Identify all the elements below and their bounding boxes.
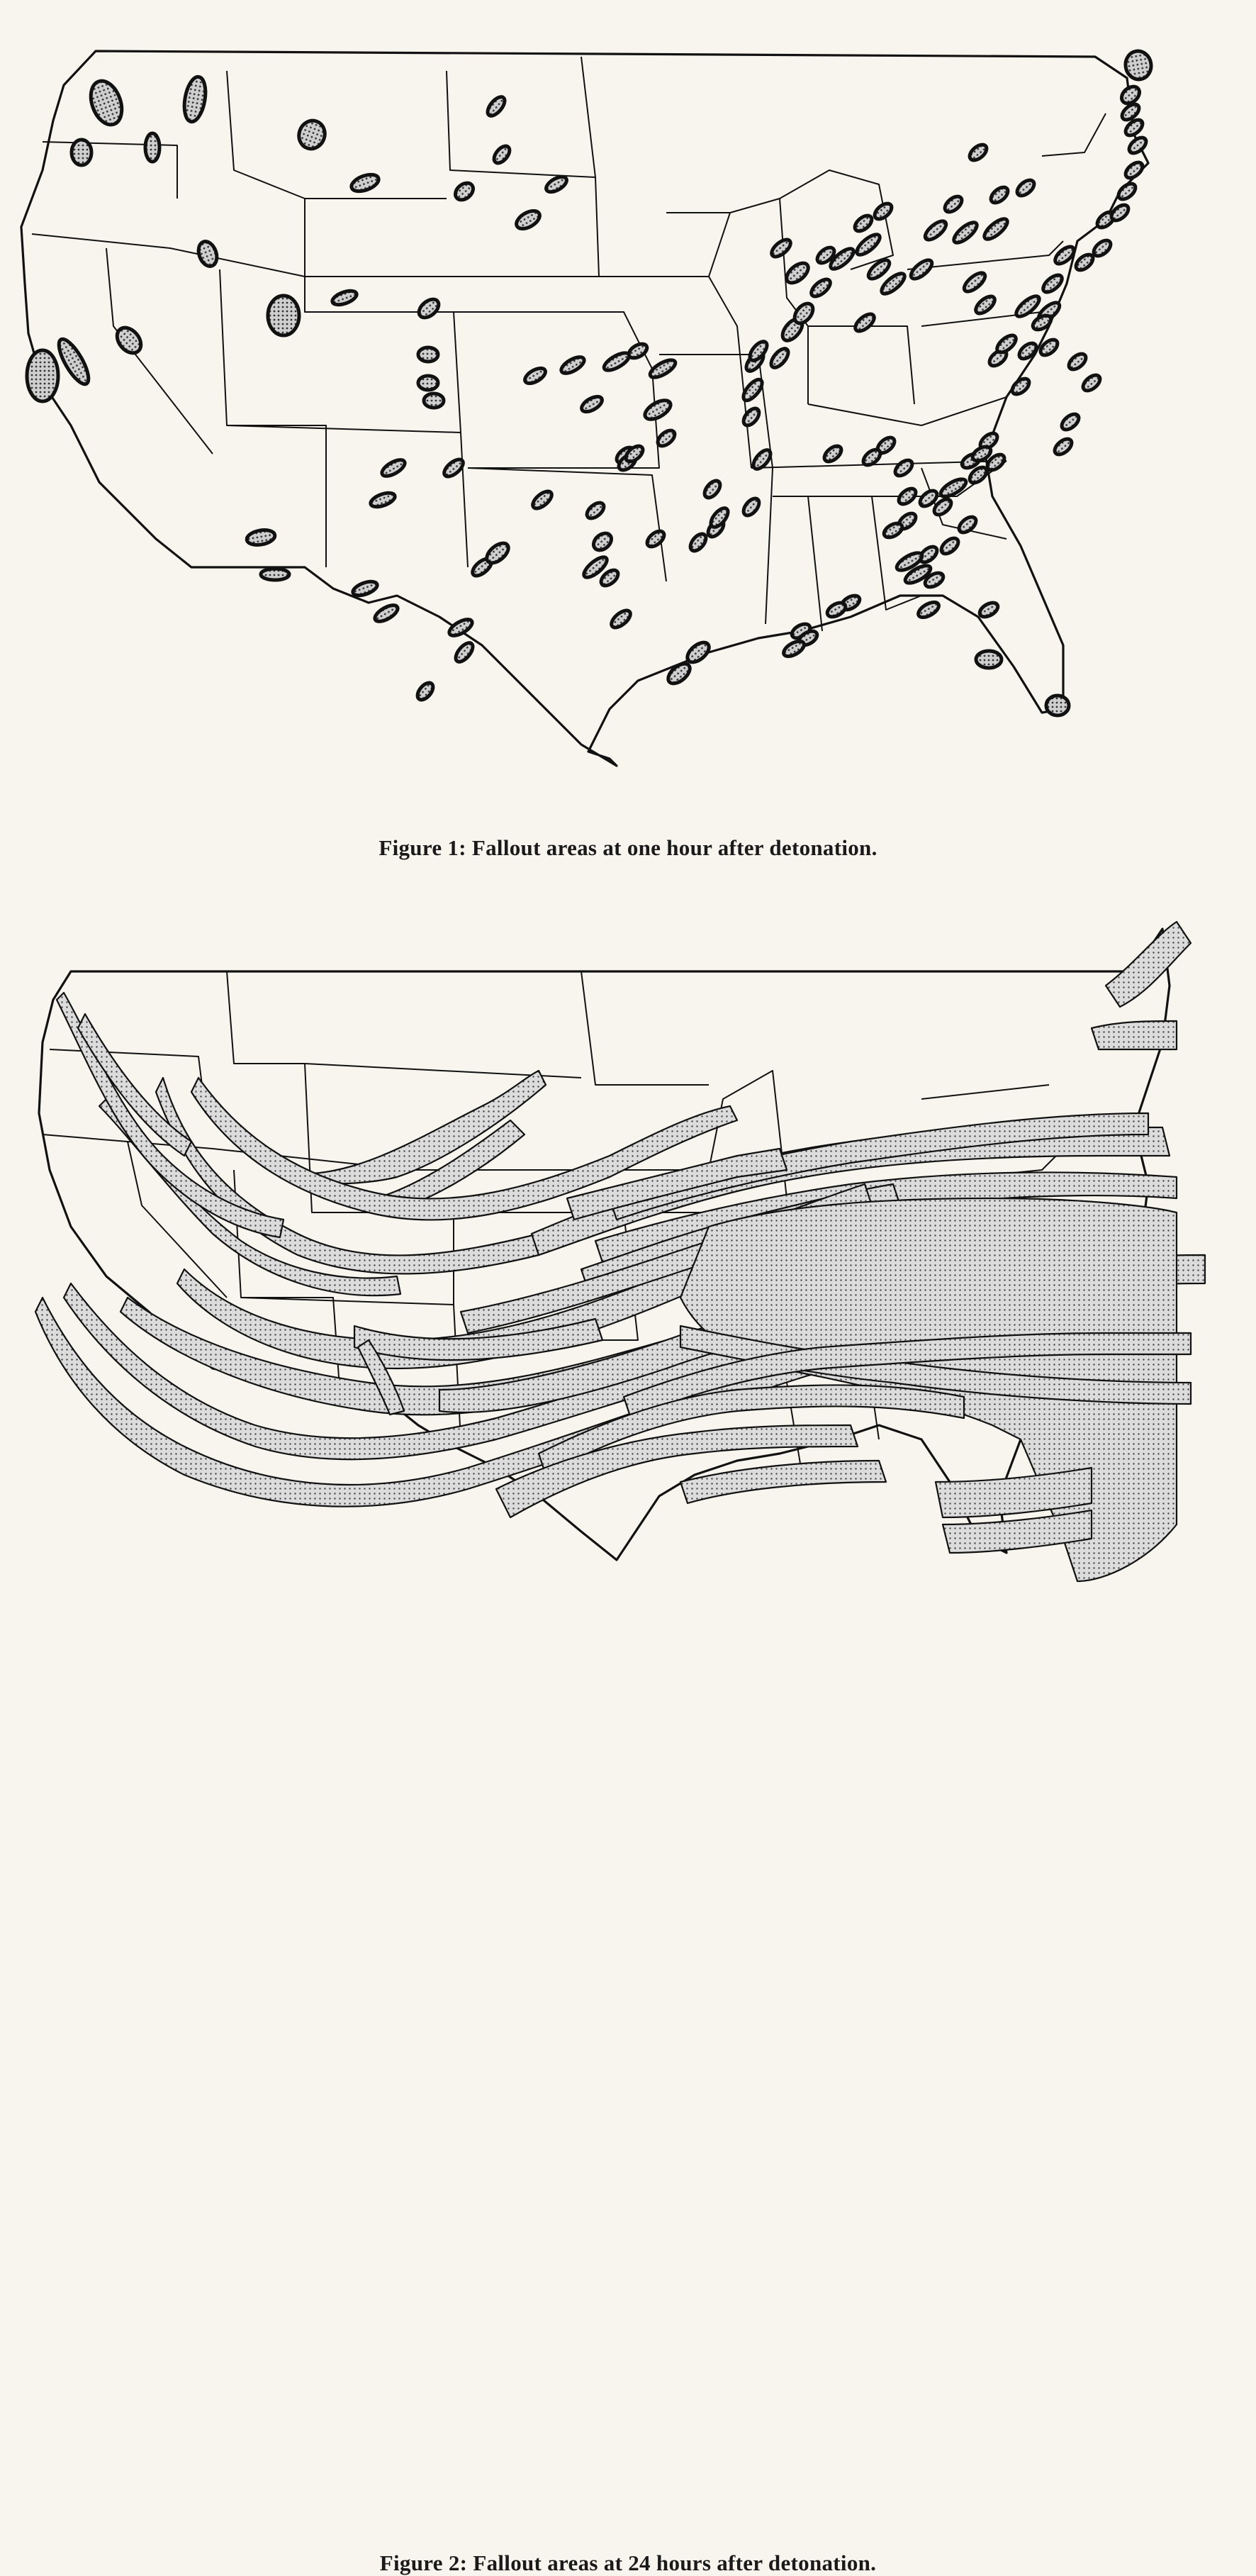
fallout-area (246, 528, 276, 547)
fallout-area (27, 350, 58, 401)
fallout-area (1031, 313, 1053, 333)
fallout-area (896, 486, 919, 507)
fallout-area (261, 569, 289, 580)
fallout-area (415, 680, 436, 703)
fallout-area (268, 296, 299, 335)
fallout-area (1046, 696, 1069, 715)
fallout-area (590, 530, 615, 553)
fallout-area (349, 172, 381, 194)
fallout-area (967, 142, 989, 163)
fallout-area (747, 339, 770, 364)
fallout-area (372, 602, 400, 625)
fallout-area (1014, 177, 1037, 199)
fallout-plume (64, 1283, 787, 1459)
fallout-area (559, 354, 586, 377)
fallout-area (1052, 436, 1075, 457)
fallout-area (961, 269, 988, 294)
fallout-area (579, 394, 605, 415)
fallout-area (72, 140, 91, 165)
fallout-area (922, 218, 949, 242)
fallout-area (854, 231, 883, 258)
figure-1-caption: Figure 1: Fallout areas at one hour after detonation. (379, 835, 877, 860)
fallout-area (424, 394, 444, 408)
fallout-area (351, 579, 379, 598)
fallout-area (452, 179, 476, 203)
fallout-area (1073, 252, 1096, 273)
fallout-area (485, 94, 508, 119)
fallout-area (584, 500, 607, 521)
fallout-area (882, 520, 904, 540)
fallout-area (1118, 83, 1143, 106)
fallout-area (483, 540, 512, 567)
fallout-area (415, 296, 442, 321)
fallout-area (644, 528, 667, 550)
fallout-area (916, 599, 941, 620)
fallout-area (418, 376, 438, 390)
fallout-area (988, 184, 1011, 206)
fallout-area (196, 239, 220, 269)
fallout-area (1126, 135, 1149, 156)
fallout-area (688, 531, 709, 554)
fallout-area (994, 333, 1019, 356)
fallout-area (112, 323, 145, 358)
fallout-area (702, 478, 723, 501)
fallout-area (976, 651, 1002, 668)
fallout-area (977, 600, 1000, 620)
fallout-plumes (35, 922, 1205, 1581)
fallout-area (1116, 181, 1138, 202)
fallout-area (1123, 49, 1153, 82)
fallout-area (942, 194, 965, 215)
fallout-area (648, 357, 678, 381)
fallout-area (853, 311, 877, 335)
fallout-area (85, 77, 127, 129)
fallout-area (1066, 351, 1089, 372)
fallout-area (982, 216, 1011, 242)
fallout-area (418, 347, 438, 362)
figure-2-caption: Figure 2: Fallout areas at 24 hours after detonation. (379, 2550, 877, 2575)
figure-2-map (0, 901, 1256, 2575)
fallout-area (522, 365, 548, 386)
fallout-area (872, 201, 895, 222)
fallout-area (769, 237, 794, 260)
fallout-area (938, 535, 961, 557)
fallout-area (453, 640, 476, 665)
fallout-area (544, 174, 569, 195)
fallout-area (741, 496, 762, 518)
fallout-area (513, 207, 542, 232)
fallout-blobs (27, 49, 1153, 715)
fallout-area (1009, 376, 1032, 397)
fallout-area (1080, 372, 1103, 394)
fallout-area (379, 457, 407, 479)
fallout-area (442, 457, 466, 480)
fallout-area (809, 277, 834, 300)
fallout-area (781, 638, 807, 659)
fallout-area (530, 489, 555, 512)
fallout-plume (1106, 922, 1191, 1007)
fallout-area (708, 506, 731, 530)
fallout-area (1123, 160, 1145, 181)
fallout-area (609, 608, 634, 631)
fallout-area (852, 213, 875, 234)
fallout-area (951, 219, 980, 246)
fallout-area (330, 288, 358, 307)
fallout-area (1059, 411, 1082, 433)
fallout-area (791, 300, 817, 326)
fallout-area (1053, 244, 1077, 267)
fallout-area (684, 639, 712, 666)
fallout-area (908, 257, 935, 281)
fallout-area (447, 616, 474, 639)
fallout-area (741, 406, 762, 428)
fallout-area (740, 377, 765, 403)
fallout-area (491, 143, 512, 166)
fallout-plume (1092, 1021, 1177, 1049)
fallout-area (822, 443, 844, 464)
fallout-one-hour-map (0, 28, 1256, 823)
fallout-area (892, 457, 915, 479)
fallout-area (1091, 238, 1114, 259)
fallout-area (768, 346, 792, 371)
fallout-area (145, 133, 159, 162)
fallout-plume (680, 1461, 886, 1503)
fallout-area (665, 660, 693, 687)
figure-1-map (0, 28, 1256, 860)
fallout-area (642, 396, 674, 423)
fallout-area (825, 600, 848, 620)
fallout-area (783, 260, 812, 286)
fallout-area (181, 75, 209, 123)
fallout-area (1016, 340, 1039, 362)
fallout-area (295, 117, 329, 152)
fallout-area (973, 294, 998, 317)
fallout-area (1041, 272, 1065, 296)
fallout-24-hours-map (0, 901, 1256, 1617)
fallout-area (655, 428, 678, 449)
fallout-area (369, 490, 396, 509)
